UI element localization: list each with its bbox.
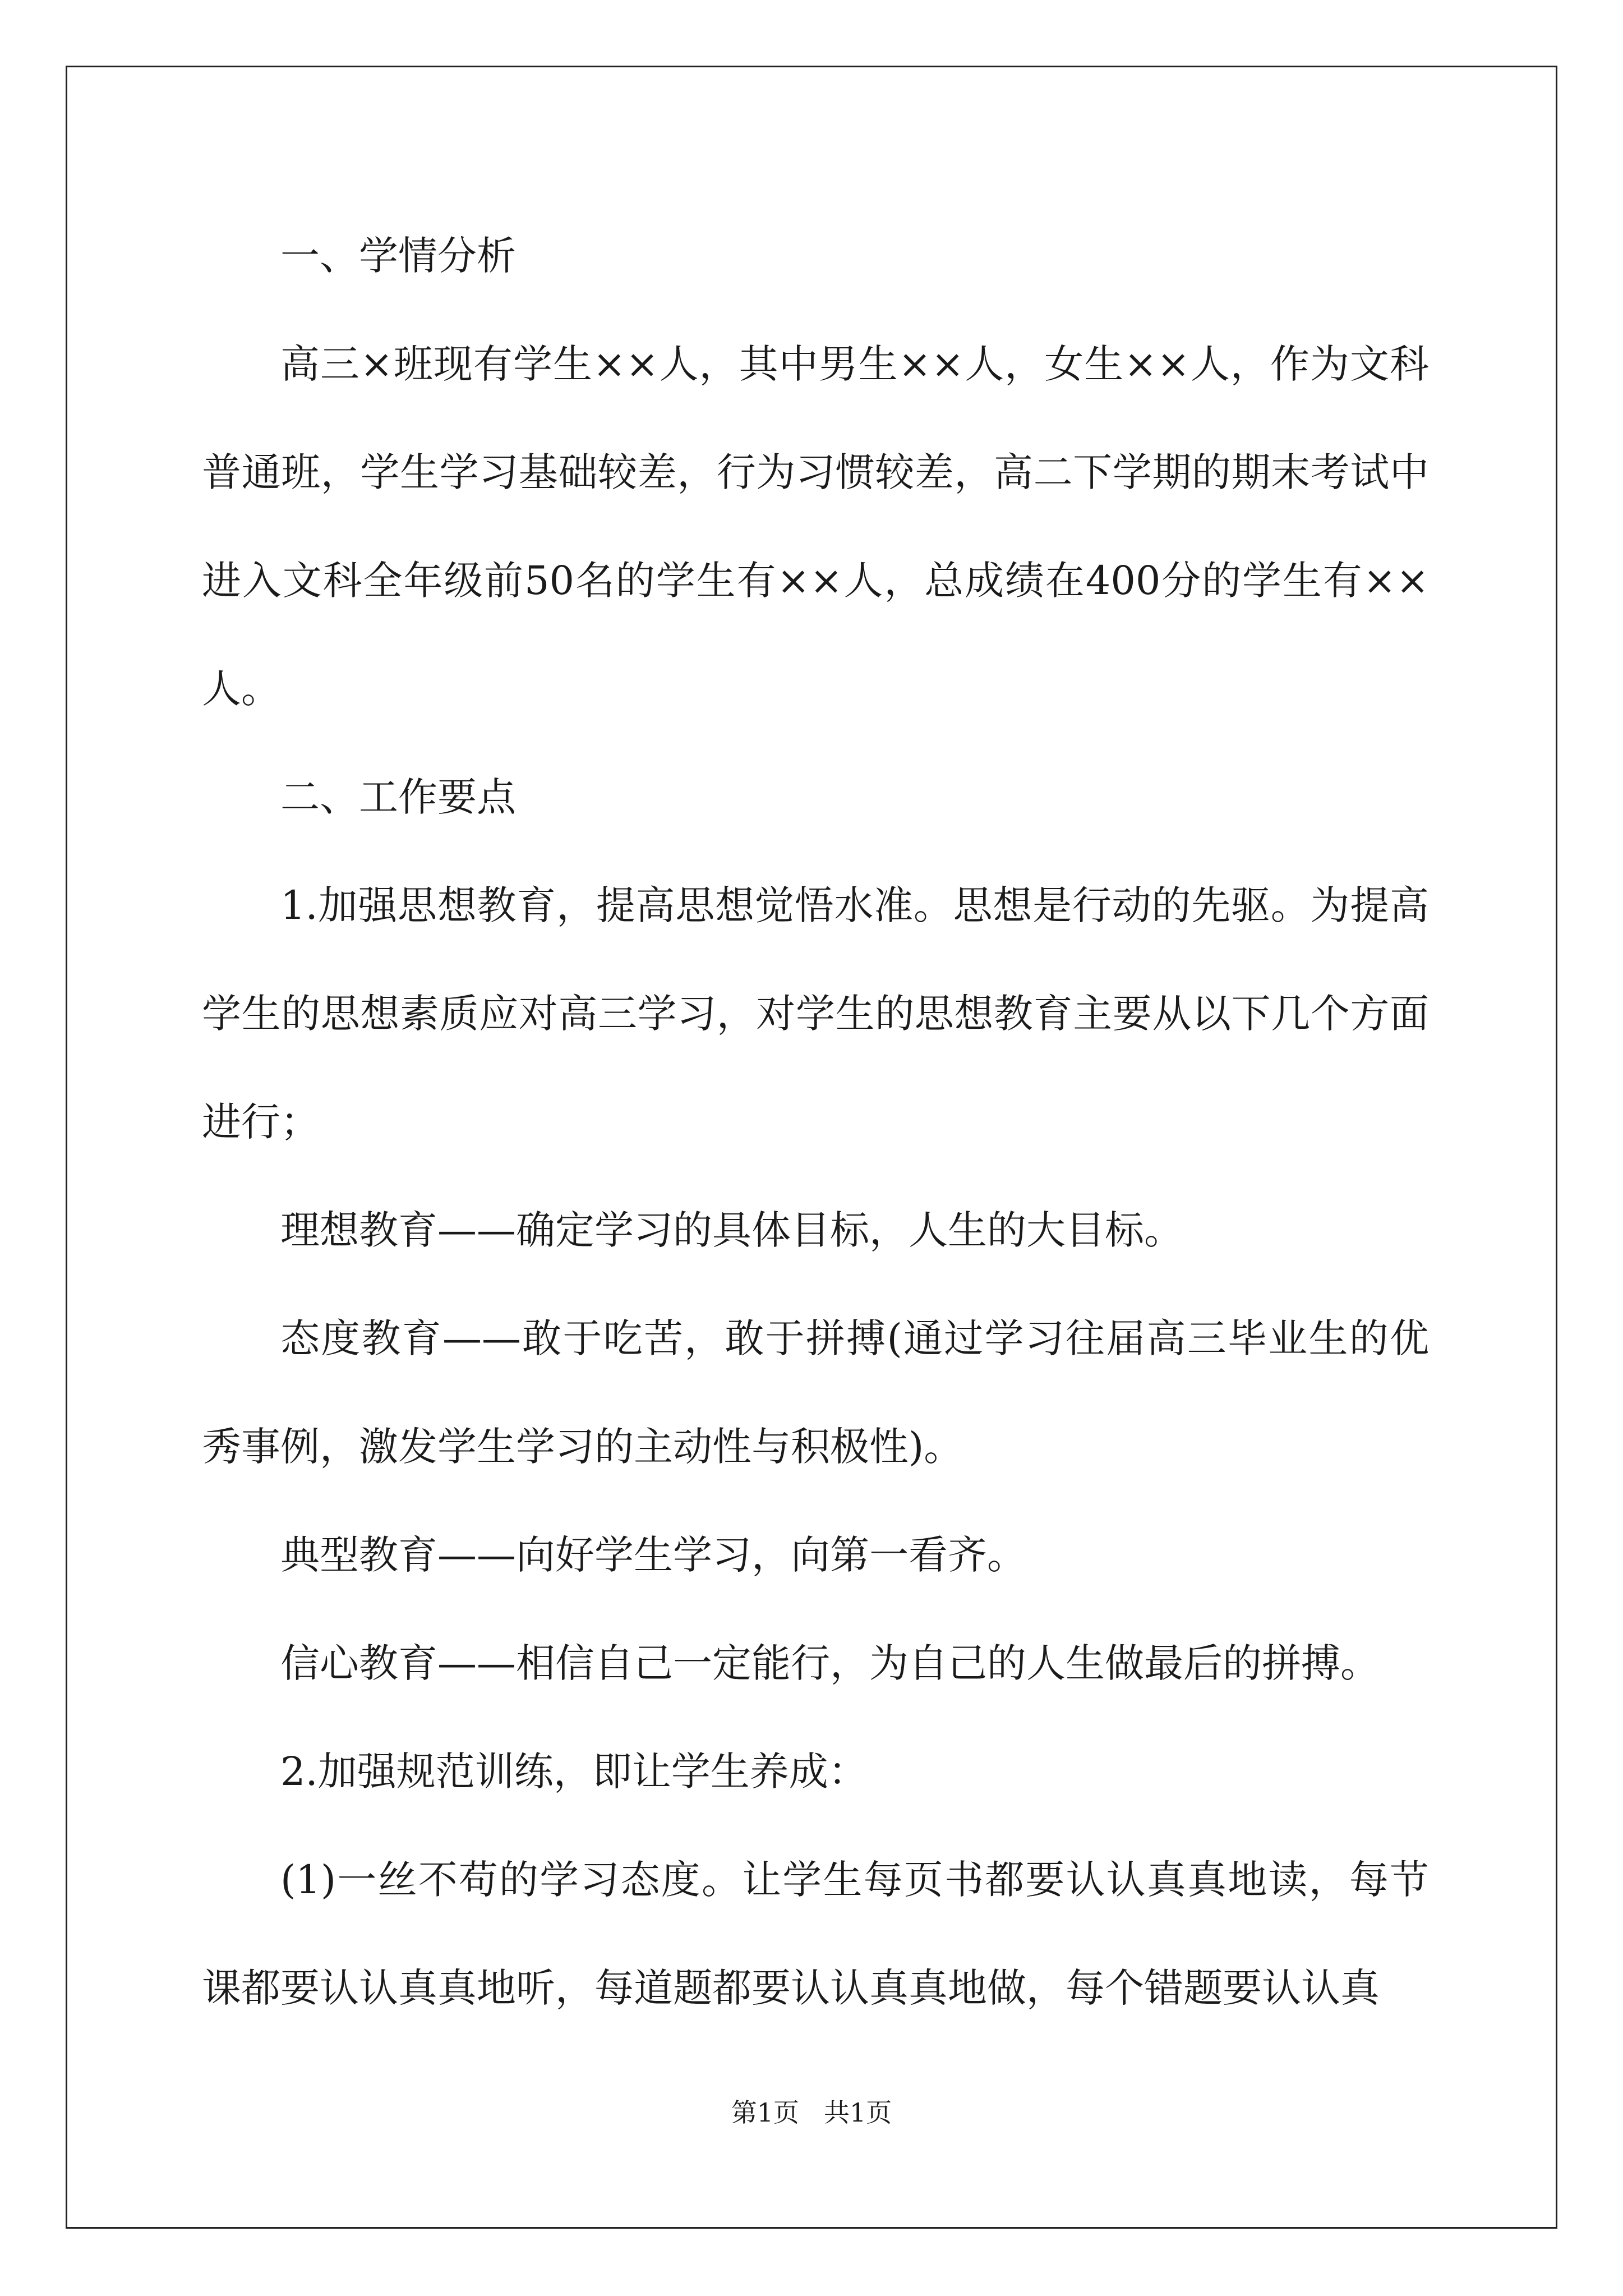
paragraph-class-overview: 高三×班现有学生××人，其中男生××人，女生××人，作为文科普通班，学生学习基础较差，行为习惯较差，高二下学期的期末考试中进入文科全年级前50名的学生有××人，总成绩在400分的学生有××人。 xyxy=(202,341,1429,712)
page-footer xyxy=(0,2092,1623,2129)
page-total: 共1页 xyxy=(824,2097,892,2128)
paragraph-attitude-education: 态度教育——敢于吃苦，敢于拼搏(通过学习往届高三毕业生的优秀事例，激发学生学习的主动性与积极性)。 xyxy=(202,1315,1429,1470)
paragraph-ideal-education: 理想教育——确定学习的具体目标，人生的大目标。 xyxy=(280,1207,1183,1253)
paragraph-confidence-education: 信心教育——相信自己一定能行，为自己的人生做最后的拼搏。 xyxy=(280,1640,1380,1686)
paragraph-standard-training: 2.加强规范训练，即让学生养成： xyxy=(280,1749,868,1795)
heading-situation-analysis: 一、学情分析 xyxy=(280,233,516,279)
page-number: 第1页 xyxy=(731,2097,799,2128)
paragraph-study-attitude: (1)一丝不苟的学习态度。让学生每页书都要认认真真地读，每节课都要认认真真地听，每道题都要认认真真地做，每个错题要认认真 xyxy=(202,1857,1429,2011)
document-body xyxy=(202,202,1429,2042)
heading-work-points: 二、工作要点 xyxy=(280,774,516,820)
paragraph-role-model-education: 典型教育——向好学生学习，向第一看齐。 xyxy=(280,1532,1026,1578)
paragraph-ideology-education: 1.加强思想教育，提高思想觉悟水准。思想是行动的先驱。为提高学生的思想素质应对高三学习，对学生的思想教育主要从以下几个方面进行； xyxy=(202,882,1429,1145)
